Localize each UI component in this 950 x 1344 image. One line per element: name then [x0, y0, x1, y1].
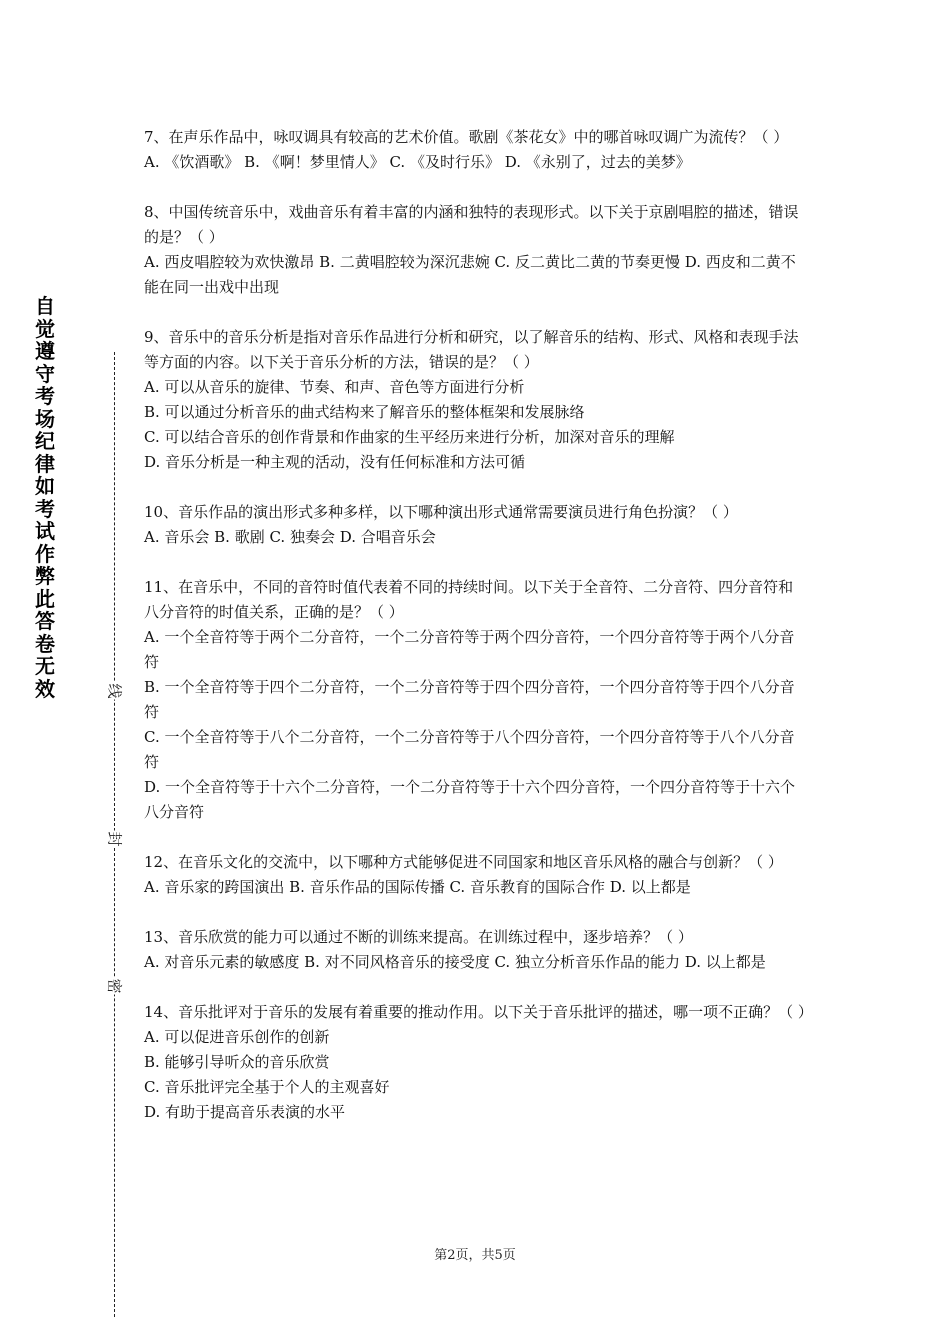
page-number: 第2页，共5页 — [434, 1248, 516, 1263]
option-b: B. 一个全音符等于四个二分音符，一个二分音符等于四个四分音符，一个四分音符等于四个八分音符 — [144, 678, 795, 721]
question-stem: 10、音乐作品的演出形式多种多样，以下哪种演出形式通常需要演员进行角色扮演？（ ） — [144, 503, 738, 521]
option-c: C. 可以结合音乐的创作背景和作曲家的生平经历来进行分析，加深对音乐的理解 — [144, 428, 675, 446]
question-stem: 8、中国传统音乐中，戏曲音乐有着丰富的内涵和独特的表现形式。以下关于京剧唱腔的描述，错误的是？（ ） — [144, 203, 799, 246]
question-7 — [144, 125, 808, 175]
question-stem: 14、音乐批评对于音乐的发展有着重要的推动作用。以下关于音乐批评的描述，哪一项不正确？（ ） — [144, 1003, 813, 1021]
option-d: D. 音乐分析是一种主观的活动，没有任何标准和方法可循 — [144, 453, 526, 471]
question-11 — [144, 575, 808, 825]
option-b: B. 可以通过分析音乐的曲式结构来了解音乐的整体框架和发展脉络 — [144, 403, 585, 421]
question-stem: 7、在声乐作品中，咏叹调具有较高的艺术价值。歌剧《茶花女》中的哪首咏叹调广为流传？（ ） — [144, 128, 789, 146]
question-stem: 9、音乐中的音乐分析是指对音乐作品进行分析和研究，以了解音乐的结构、形式、风格和表现手法等方面的内容。以下关于音乐分析的方法，错误的是？（ ） — [144, 328, 799, 371]
question-9 — [144, 325, 808, 475]
binding-mark-feng: 封 — [105, 831, 124, 847]
option-a: A. 一个全音符等于两个二分音符，一个二分音符等于两个四分音符，一个四分音符等于两个八分音符 — [144, 628, 795, 671]
question-options: A. 音乐会 B. 歌剧 C. 独奏会 D. 合唱音乐会 — [144, 528, 436, 546]
question-options: A. 音乐家的跨国演出 B. 音乐作品的国际传播 C. 音乐教育的国际合作 D. 以上都是 — [144, 878, 691, 896]
option-a: A. 可以从音乐的旋律、节奏、和声、音色等方面进行分析 — [144, 378, 525, 396]
question-stem: 12、在音乐文化的交流中，以下哪种方式能够促进不同国家和地区音乐风格的融合与创新？（ ） — [144, 853, 783, 871]
question-stem: 11、在音乐中，不同的音符时值代表着不同的持续时间。以下关于全音符、二分音符、四分音符和八分音符的时值关系，正确的是？（ ） — [144, 578, 794, 621]
question-stem: 13、音乐欣赏的能力可以通过不断的训练来提高。在训练过程中，逐步培养？（ ） — [144, 928, 693, 946]
exam-discipline-notice: 自觉遵守考场纪律如考试作弊此答卷无效 — [35, 294, 55, 701]
question-12 — [144, 850, 808, 900]
option-c: C. 音乐批评完全基于个人的主观喜好 — [144, 1078, 390, 1096]
question-options: A. 《饮酒歌》 B. 《啊！梦里情人》 C. 《及时行乐》 D. 《永别了，过去的美梦》 — [144, 153, 691, 171]
question-list — [144, 125, 813, 1150]
option-a: A. 可以促进音乐创作的创新 — [144, 1028, 330, 1046]
question-13 — [144, 925, 808, 975]
option-b: B. 能够引导听众的音乐欣赏 — [144, 1053, 330, 1071]
question-options: A. 对音乐元素的敏感度 B. 对不同风格音乐的接受度 C. 独立分析音乐作品的能力 D. 以上都是 — [144, 953, 766, 971]
question-10 — [144, 500, 808, 550]
option-d: D. 一个全音符等于十六个二分音符，一个二分音符等于十六个四分音符，一个四分音符等于十六个八分音符 — [144, 778, 796, 821]
option-c: C. 一个全音符等于八个二分音符，一个二分音符等于八个四分音符，一个四分音符等于八个八分音符 — [144, 728, 795, 771]
question-14 — [144, 1000, 813, 1125]
question-8 — [144, 200, 808, 300]
binding-mark-xian: 线 — [105, 683, 124, 699]
question-options: A. 西皮唱腔较为欢快激昂 B. 二黄唱腔较为深沉悲婉 C. 反二黄比二黄的节奏更慢 D. 西皮和二黄不能在同一出戏中出现 — [144, 253, 796, 296]
option-d: D. 有助于提高音乐表演的水平 — [144, 1103, 346, 1121]
binding-mark-mi: 密 — [105, 978, 124, 994]
